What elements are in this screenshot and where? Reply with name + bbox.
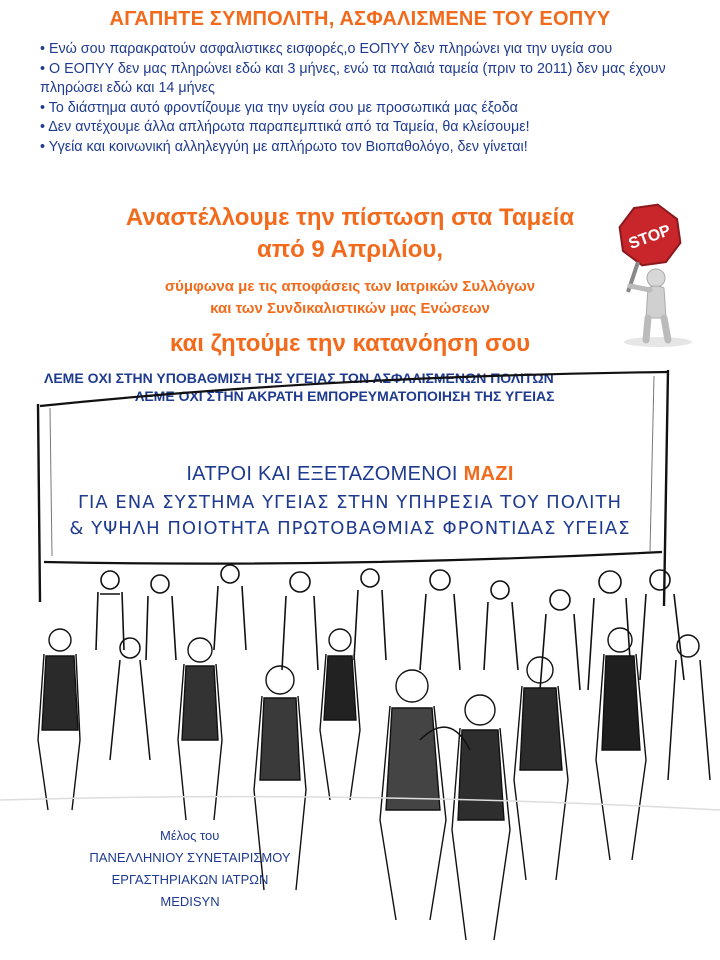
page-title: ΑΓΑΠΗΤΕ ΣΥΜΠΟΛΙΤΗ, ΑΣΦΑΛΙΣΜΕΝΕ ΤΟΥ ΕΟΠΥΥ	[109, 8, 611, 30]
headline-line-3: και ζητούμε την κατανόηση σου	[169, 330, 531, 357]
banner-title	[60, 463, 640, 486]
footer-org-line-3: MEDISYN	[160, 894, 220, 909]
headline-line-2: από 9 Απριλίου,	[256, 236, 444, 263]
bullet-list	[40, 40, 710, 158]
bullet-item: • Το διάστημα αυτό φροντίζουμε για την υγεία σου με προσωπικά μας έξοδα	[40, 99, 518, 116]
headline-sub-1: σύμφωνα με τις αποφάσεις των Ιατρικών Συλλόγων	[164, 278, 536, 295]
banner-title-prefix: ΙΑΤΡΟΙ ΚΑΙ ΕΞΕΤΑΖΟΜΕΝΟΙ	[186, 463, 464, 485]
bullet-item: • Ο ΕΟΠΥΥ δεν μας πληρώνει εδώ και 3 μήνες, ενώ τα παλαιά ταμεία (πριν το 2011) δεν μας έχουν πληρώσει εδώ και 14 μήνες	[40, 60, 666, 97]
slogan-line-1: ΛΕΜΕ ΟΧΙ ΣΤΗΝ ΥΠΟΒΑΘΜΙΣΗ ΤΗΣ ΥΓΕΙΑΣ ΤΩΝ ΑΣΦΑΛΙΣΜΕΝΩΝ ΠΟΛΙΤΩΝ	[44, 370, 554, 386]
banner-title-emphasis: ΜΑΖΙ	[463, 463, 514, 485]
headline-sub-2: και των Συνδικαλιστικών μας Ενώσεων	[210, 300, 490, 317]
bullet-item: • Ενώ σου παρακρατούν ασφαλιστικες εισφορές,ο ΕΟΠΥΥ δεν πληρώνει για την υγεία σου	[40, 41, 613, 57]
banner-line-1: ΓΙΑ ΕΝΑ ΣΥΣΤΗΜΑ ΥΓΕΙΑΣ ΣΤΗΝ ΥΠΗΡΕΣΙΑ ΤΟΥ ΠΟΛΙΤΗ	[77, 492, 623, 513]
stop-sign-figure	[608, 200, 708, 350]
footer-org-line-2: ΕΡΓΑΣΤΗΡΙΑΚΩΝ ΙΑΤΡΩΝ	[111, 872, 269, 887]
stop-text: STOP	[626, 222, 674, 253]
headline-line-1: Αναστέλλουμε την πίστωση στα Ταμεία	[125, 204, 575, 231]
footer-org-line-1: ΠΑΝΕΛΛΗΝΙΟΥ ΣΥΝΕΤΑΙΡΙΣΜΟΥ	[89, 850, 291, 865]
banner-line-2: & ΥΨΗΛΗ ΠΟΙΟΤΗΤΑ ΠΡΩΤΟΒΑΘΜΙΑΣ ΦΡΟΝΤΙΔΑΣ ΥΓΕΙΑΣ	[69, 518, 631, 539]
slogan-line-2: ΛΕΜΕ ΟΧΙ ΣΤΗΝ ΑΚΡΑΤΗ ΕΜΠΟΡΕΥΜΑΤΟΠΟΙΗΣΗ ΤΗΣ ΥΓΕΙΑΣ	[135, 388, 555, 404]
bullet-item: • Δεν αντέχουμε άλλα απλήρωτα παραπεμπτικά από τα Ταμεία, θα κλείσουμε!	[40, 119, 530, 136]
bullet-item: • Υγεία και κοινωνική αλληλεγγύη με απλήρωτο τον Βιοπαθολόγο, δεν γίνεται!	[40, 138, 528, 155]
footer-member-of: Μέλος του	[160, 828, 220, 843]
